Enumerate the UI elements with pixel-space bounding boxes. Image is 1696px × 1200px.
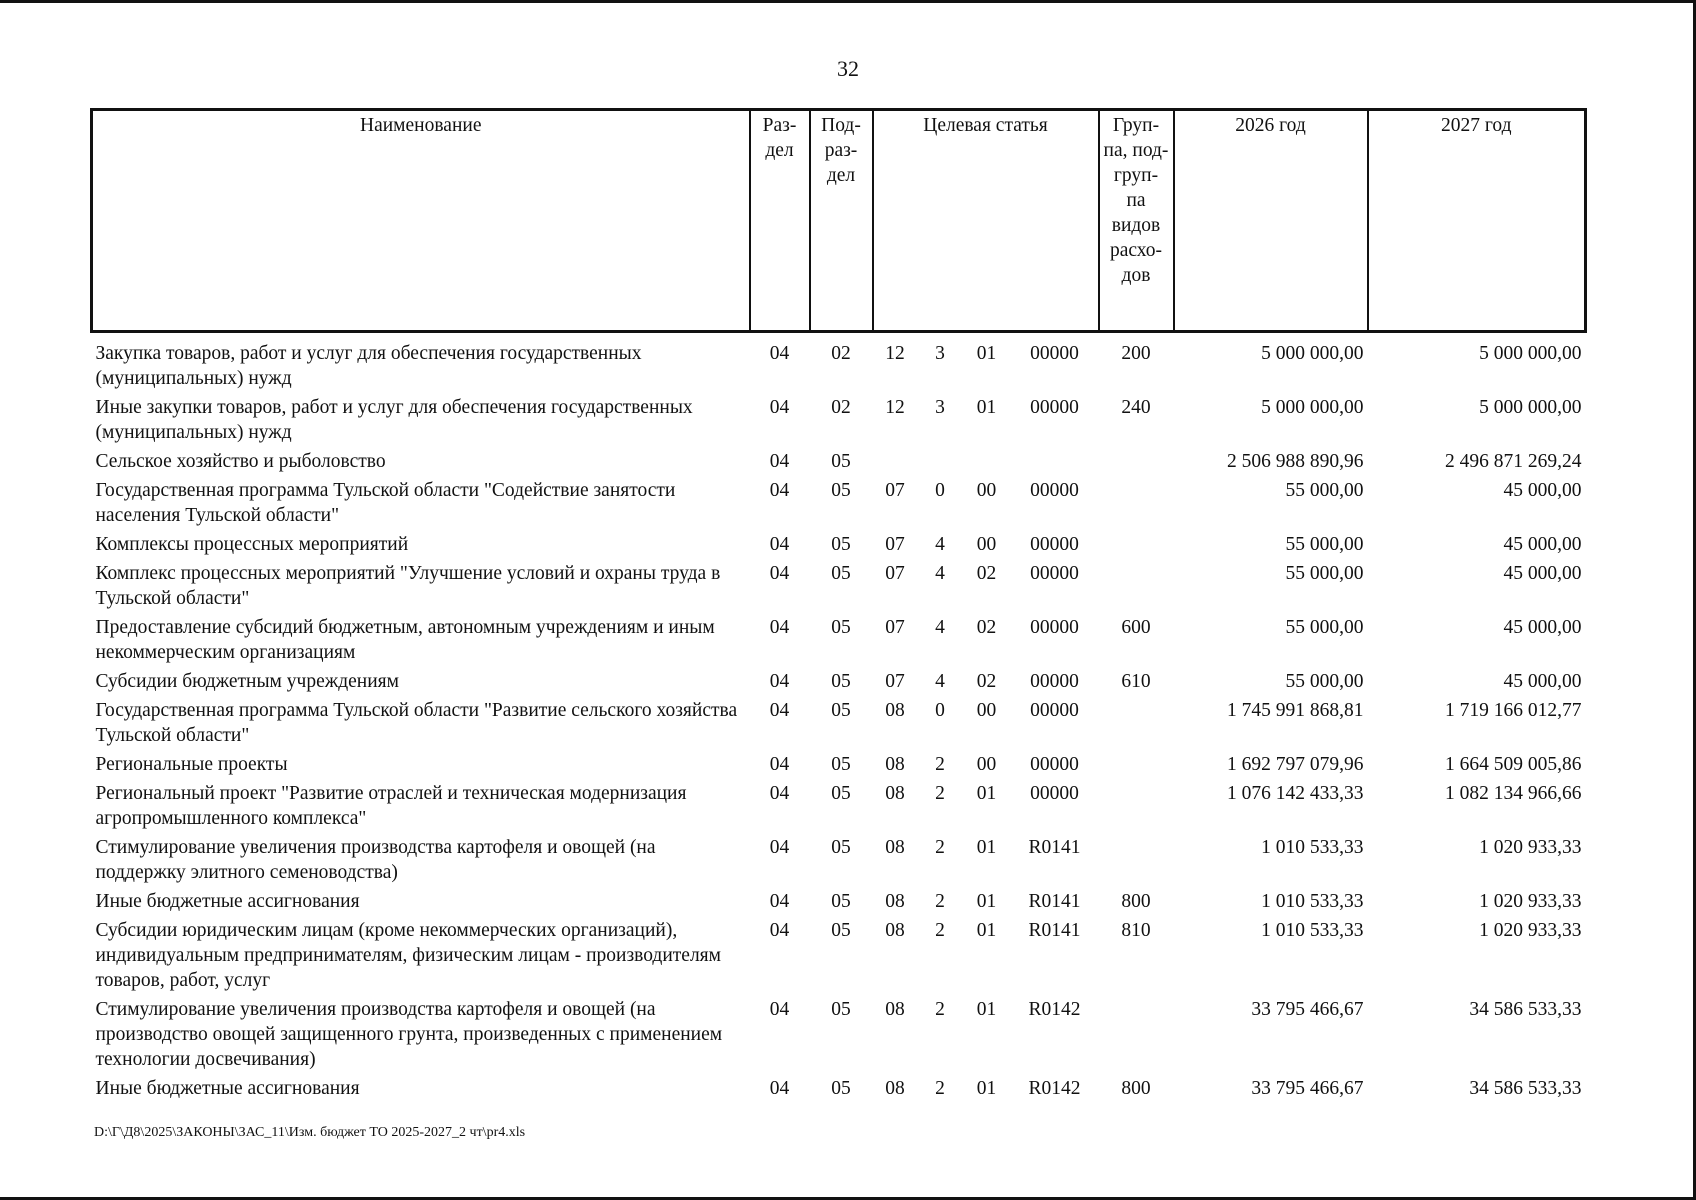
cell-razdel: 04 <box>769 480 790 501</box>
cell-target-subprogram: 00 <box>976 754 997 775</box>
cell-amount-2027: 45 000,00 <box>1503 480 1582 501</box>
cell-podrazdel: 05 <box>831 920 851 941</box>
cell-amount-2027: 2 496 871 269,24 <box>1445 451 1582 472</box>
table-row <box>92 530 1586 559</box>
cell-name: Государственная программа Тульской области "Развитие сельского хозяйства Тульской области" <box>95 700 738 746</box>
cell-name: Региональный проект "Развитие отраслей и техническая модернизация агропромышленного комплекса" <box>95 783 687 829</box>
header-target-article: Целевая статья <box>873 110 1099 332</box>
table-body <box>92 332 1586 1104</box>
cell-amount-2026: 5 000 000,00 <box>1261 397 1364 418</box>
header-year-2027: 2027 год <box>1368 110 1586 332</box>
cell-target-program: 08 <box>885 1078 905 1099</box>
cell-target-program: 08 <box>885 754 905 775</box>
cell-razdel: 04 <box>769 891 790 912</box>
table-row <box>92 476 1586 530</box>
table-row <box>92 779 1586 833</box>
cell-expense-group: 600 <box>1121 617 1151 638</box>
cell-target-direction: 00000 <box>1030 480 1079 501</box>
cell-expense-group: 200 <box>1121 343 1151 364</box>
cell-target-type: 2 <box>935 920 945 941</box>
cell-podrazdel: 05 <box>831 617 851 638</box>
cell-target-direction: 00000 <box>1030 671 1079 692</box>
cell-target-direction: 00000 <box>1030 343 1079 364</box>
cell-amount-2027: 45 000,00 <box>1503 671 1582 692</box>
cell-target-type: 4 <box>935 534 945 555</box>
header-name: Наименование <box>92 110 750 332</box>
header-podrazdel-text: Под- раз- дел <box>821 115 861 186</box>
cell-razdel: 04 <box>769 617 790 638</box>
cell-expense-group: 610 <box>1121 671 1151 692</box>
cell-expense-group: 240 <box>1121 397 1151 418</box>
cell-amount-2026: 2 506 988 890,96 <box>1227 451 1364 472</box>
cell-razdel: 04 <box>769 343 790 364</box>
cell-podrazdel: 05 <box>831 700 851 721</box>
table-row <box>92 887 1586 916</box>
cell-podrazdel: 05 <box>831 451 851 472</box>
cell-name: Закупка товаров, работ и услуг для обеспечения государственных (муниципальных) нужд <box>95 343 642 389</box>
cell-amount-2026: 55 000,00 <box>1285 534 1364 555</box>
cell-target-program: 07 <box>885 563 905 584</box>
cell-target-subprogram: 00 <box>976 700 997 721</box>
cell-name: Стимулирование увеличения производства картофеля и овощей (на поддержку элитного семеноводства) <box>95 837 656 883</box>
cell-amount-2026: 33 795 466,67 <box>1251 999 1364 1020</box>
cell-amount-2027: 45 000,00 <box>1503 534 1582 555</box>
cell-name: Иные бюджетные ассигнования <box>95 891 360 912</box>
cell-amount-2026: 1 010 533,33 <box>1261 920 1364 941</box>
cell-target-program: 08 <box>885 999 905 1020</box>
cell-target-type: 4 <box>935 671 945 692</box>
cell-target-subprogram: 01 <box>976 999 997 1020</box>
cell-target-subprogram: 02 <box>976 563 997 584</box>
cell-target-direction: 00000 <box>1030 563 1079 584</box>
cell-razdel: 04 <box>769 920 790 941</box>
cell-target-program: 07 <box>885 534 905 555</box>
table-row <box>92 613 1586 667</box>
cell-amount-2027: 1 719 166 012,77 <box>1445 700 1582 721</box>
header-expense-group-text: Груп- па, под- груп- па видов расхо- дов <box>1103 115 1169 286</box>
cell-target-direction: 00000 <box>1030 700 1079 721</box>
footer-file-path: D:\Г\Д8\2025\ЗАКОНЫ\ЗАС_11\Изм. бюджет ТО 2025-2027_2 чт\pr4.xls <box>94 1125 526 1140</box>
table-row <box>92 916 1586 995</box>
cell-name: Сельское хозяйство и рыболовство <box>95 451 386 472</box>
cell-amount-2027: 5 000 000,00 <box>1479 343 1582 364</box>
page-number: 32 <box>837 56 859 81</box>
cell-target-type: 2 <box>935 891 945 912</box>
cell-name: Государственная программа Тульской области "Содействие занятости населения Тульской области" <box>95 480 676 526</box>
cell-target-type: 0 <box>935 480 945 501</box>
cell-podrazdel: 05 <box>831 534 851 555</box>
cell-target-direction: R0141 <box>1028 891 1081 912</box>
cell-expense-group <box>1099 750 1174 779</box>
table-row <box>92 447 1586 476</box>
header-year-2026: 2026 год <box>1174 110 1368 332</box>
cell-target-type <box>918 447 963 476</box>
cell-amount-2027: 5 000 000,00 <box>1479 397 1582 418</box>
cell-name: Субсидии бюджетным учреждениям <box>95 671 399 692</box>
cell-podrazdel: 05 <box>831 891 851 912</box>
scan-border-top <box>0 0 1696 3</box>
cell-expense-group <box>1099 447 1174 476</box>
cell-target-type: 2 <box>935 754 945 775</box>
cell-expense-group <box>1099 779 1174 833</box>
cell-target-subprogram <box>963 447 1011 476</box>
cell-podrazdel: 02 <box>831 397 851 418</box>
cell-target-type: 3 <box>935 343 945 364</box>
cell-amount-2026: 1 076 142 433,33 <box>1227 783 1364 804</box>
cell-target-subprogram: 01 <box>976 837 997 858</box>
cell-target-direction: 00000 <box>1030 534 1079 555</box>
cell-target-program: 08 <box>885 837 905 858</box>
cell-amount-2026: 1 745 991 868,81 <box>1227 700 1364 721</box>
cell-target-subprogram: 01 <box>976 783 997 804</box>
cell-amount-2026: 5 000 000,00 <box>1261 343 1364 364</box>
cell-razdel: 04 <box>769 837 790 858</box>
cell-target-direction: 00000 <box>1030 783 1079 804</box>
cell-razdel: 04 <box>769 783 790 804</box>
cell-target-program: 08 <box>885 891 905 912</box>
cell-target-program <box>873 447 918 476</box>
cell-amount-2027: 1 082 134 966,66 <box>1445 783 1582 804</box>
cell-podrazdel: 05 <box>831 999 851 1020</box>
cell-target-direction <box>1011 447 1099 476</box>
cell-amount-2027: 1 020 933,33 <box>1479 837 1582 858</box>
cell-target-program: 12 <box>885 343 905 364</box>
cell-podrazdel: 05 <box>831 480 851 501</box>
cell-target-direction: R0141 <box>1028 920 1081 941</box>
table-row <box>92 833 1586 887</box>
cell-target-direction: 00000 <box>1030 754 1079 775</box>
cell-name: Иные закупки товаров, работ и услуг для обеспечения государственных (муниципальных) нужд <box>95 397 693 443</box>
table-row <box>92 750 1586 779</box>
cell-target-direction: 00000 <box>1030 397 1079 418</box>
cell-podrazdel: 05 <box>831 837 851 858</box>
cell-amount-2026: 55 000,00 <box>1285 671 1364 692</box>
cell-target-type: 2 <box>935 1078 945 1099</box>
cell-target-subprogram: 00 <box>976 480 997 501</box>
cell-name: Иные бюджетные ассигнования <box>95 1078 360 1099</box>
cell-amount-2027: 45 000,00 <box>1503 563 1582 584</box>
table-row <box>92 332 1586 394</box>
cell-target-direction: 00000 <box>1030 617 1079 638</box>
cell-amount-2026: 1 010 533,33 <box>1261 891 1364 912</box>
cell-expense-group <box>1099 833 1174 887</box>
cell-target-subprogram: 01 <box>976 891 997 912</box>
cell-amount-2026: 1 692 797 079,96 <box>1227 754 1364 775</box>
cell-target-program: 07 <box>885 617 905 638</box>
cell-target-program: 12 <box>885 397 905 418</box>
header-razdel-text: Раз- дел <box>762 115 797 161</box>
cell-name: Комплексы процессных мероприятий <box>95 534 409 555</box>
cell-podrazdel: 05 <box>831 1078 851 1099</box>
cell-amount-2027: 1 020 933,33 <box>1479 891 1582 912</box>
cell-name: Стимулирование увеличения производства картофеля и овощей (на производство овощей защищенного грунта, произведенных с применением технологии досвечивания) <box>95 999 723 1070</box>
cell-name: Комплекс процессных мероприятий "Улучшение условий и охраны труда в Тульской области" <box>95 563 721 609</box>
cell-expense-group: 800 <box>1121 1078 1151 1099</box>
cell-name: Субсидии юридическим лицам (кроме некоммерческих организаций), индивидуальным предпринимателям, физическим лицам - производителям товаров, работ, услуг <box>95 920 721 991</box>
table-row <box>92 393 1586 447</box>
cell-amount-2027: 1 664 509 005,86 <box>1445 754 1582 775</box>
cell-expense-group <box>1099 476 1174 530</box>
cell-amount-2027: 1 020 933,33 <box>1479 920 1582 941</box>
cell-razdel: 04 <box>769 451 790 472</box>
cell-razdel: 04 <box>769 397 790 418</box>
cell-target-type: 0 <box>935 700 945 721</box>
header-podrazdel <box>810 110 873 332</box>
cell-podrazdel: 05 <box>831 783 851 804</box>
cell-amount-2027: 45 000,00 <box>1503 617 1582 638</box>
cell-razdel: 04 <box>769 1078 790 1099</box>
cell-target-program: 08 <box>885 920 905 941</box>
cell-target-type: 2 <box>935 837 945 858</box>
cell-target-subprogram: 00 <box>976 534 997 555</box>
cell-name: Предоставление субсидий бюджетным, автономным учреждениям и иным некоммерческим организациям <box>95 617 715 663</box>
cell-expense-group: 800 <box>1121 891 1151 912</box>
cell-target-subprogram: 01 <box>976 920 997 941</box>
cell-amount-2026: 55 000,00 <box>1285 617 1364 638</box>
cell-amount-2027: 34 586 533,33 <box>1469 999 1582 1020</box>
header-expense-group <box>1099 110 1174 332</box>
cell-podrazdel: 05 <box>831 754 851 775</box>
table-row <box>92 667 1586 696</box>
cell-razdel: 04 <box>769 754 790 775</box>
cell-target-program: 08 <box>885 783 905 804</box>
table-header <box>92 110 1586 332</box>
cell-target-program: 08 <box>885 700 905 721</box>
cell-expense-group <box>1099 696 1174 750</box>
table-row <box>92 995 1586 1074</box>
cell-target-program: 07 <box>885 480 905 501</box>
cell-target-subprogram: 01 <box>976 397 997 418</box>
cell-amount-2026: 55 000,00 <box>1285 480 1364 501</box>
cell-target-type: 4 <box>935 563 945 584</box>
cell-target-program: 07 <box>885 671 905 692</box>
cell-amount-2026: 1 010 533,33 <box>1261 837 1364 858</box>
cell-target-type: 3 <box>935 397 945 418</box>
table-row <box>92 696 1586 750</box>
table-row <box>92 1074 1586 1103</box>
cell-amount-2026: 55 000,00 <box>1285 563 1364 584</box>
table-row <box>92 559 1586 613</box>
cell-target-direction: R0142 <box>1028 1078 1081 1099</box>
cell-expense-group <box>1099 995 1174 1074</box>
cell-razdel: 04 <box>769 700 790 721</box>
cell-target-type: 2 <box>935 999 945 1020</box>
cell-razdel: 04 <box>769 534 790 555</box>
cell-podrazdel: 05 <box>831 563 851 584</box>
budget-table <box>90 108 1587 1103</box>
cell-name: Региональные проекты <box>95 754 288 775</box>
cell-target-subprogram: 01 <box>976 343 997 364</box>
cell-target-type: 2 <box>935 783 945 804</box>
cell-razdel: 04 <box>769 563 790 584</box>
cell-expense-group: 810 <box>1121 920 1151 941</box>
cell-razdel: 04 <box>769 999 790 1020</box>
cell-razdel: 04 <box>769 671 790 692</box>
cell-podrazdel: 05 <box>831 671 851 692</box>
cell-expense-group <box>1099 530 1174 559</box>
cell-amount-2027: 34 586 533,33 <box>1469 1078 1582 1099</box>
header-razdel <box>750 110 810 332</box>
cell-amount-2026: 33 795 466,67 <box>1251 1078 1364 1099</box>
cell-expense-group <box>1099 559 1174 613</box>
cell-target-subprogram: 01 <box>976 1078 997 1099</box>
cell-target-type: 4 <box>935 617 945 638</box>
cell-target-direction: R0141 <box>1028 837 1081 858</box>
cell-target-direction: R0142 <box>1028 999 1081 1020</box>
cell-target-subprogram: 02 <box>976 671 997 692</box>
cell-podrazdel: 02 <box>831 343 851 364</box>
cell-target-subprogram: 02 <box>976 617 997 638</box>
